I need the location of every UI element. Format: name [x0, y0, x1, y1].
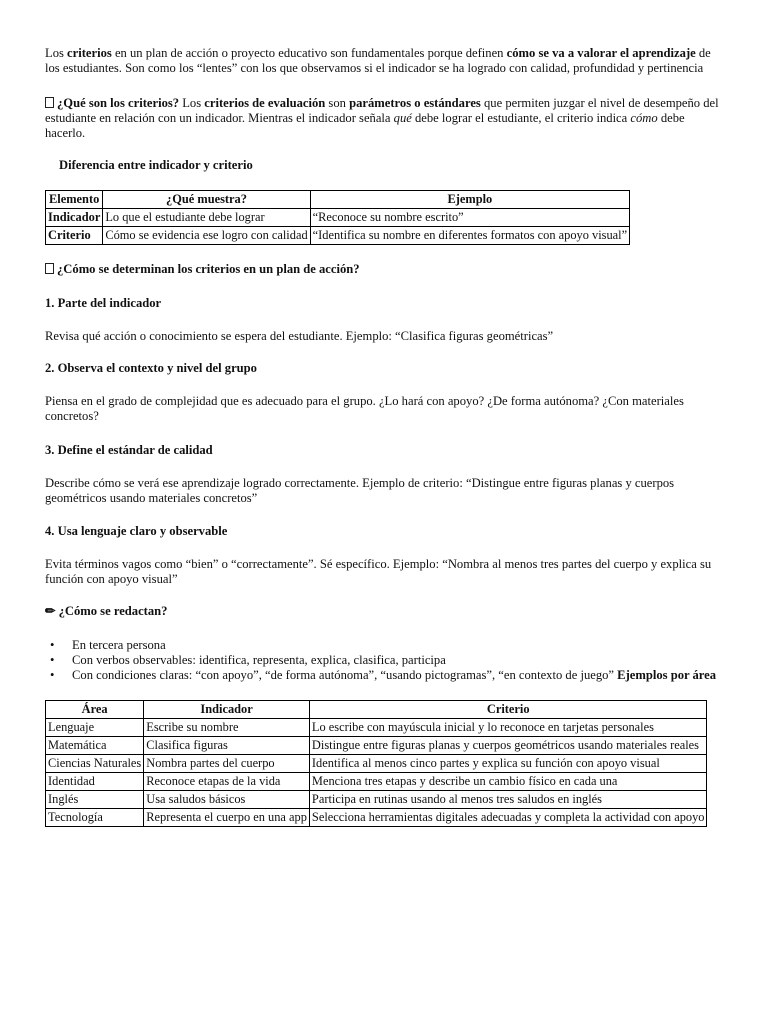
table-cell: Identidad — [46, 773, 144, 791]
table-cell: Indicador — [46, 209, 103, 227]
table-cell: Identifica al menos cinco partes y explica su función con apoyo visual — [309, 755, 707, 773]
table-cell: Nombra partes del cuerpo — [144, 755, 310, 773]
how-heading — [45, 262, 725, 277]
diff-header-muestra: ¿Qué muestra? — [103, 191, 310, 209]
table-row — [46, 209, 630, 227]
step-title: 4. Usa lenguaje claro y observable — [45, 524, 228, 538]
what-text-5: debe hacerlo. — [45, 111, 685, 140]
list-item — [45, 653, 735, 668]
step-title: 3. Define el estándar de calidad — [45, 443, 213, 457]
what-text-2: son — [325, 96, 350, 110]
step-text: Evita términos vagos como “bien” o “correctamente”. Sé específico. Ejemplo: “Nombra al menos tres partes del cuerpo y explica su función con apoyo visual” — [45, 557, 712, 586]
areas-header-indicador: Indicador — [144, 701, 310, 719]
diff-table — [45, 190, 630, 245]
step-title: 1. Parte del indicador — [45, 296, 162, 310]
table-cell: Inglés — [46, 791, 144, 809]
list-item — [45, 668, 735, 683]
table-cell: Criterio — [46, 227, 103, 245]
what-text-1: Los — [179, 96, 205, 110]
table-cell: Usa saludos básicos — [144, 791, 310, 809]
table-cell: Ciencias Naturales — [46, 755, 144, 773]
table-row — [46, 773, 707, 791]
areas-header-criterio: Criterio — [309, 701, 707, 719]
table-row — [46, 809, 707, 827]
what-text-4: debe lograr el estudiante, el criterio indica — [411, 111, 631, 125]
list-item — [45, 638, 735, 653]
list-item-text: Con condiciones claras: “con apoyo”, “de forma autónoma”, “usando pictogramas”, “en contexto de juego” — [72, 668, 618, 682]
box-icon — [45, 97, 54, 108]
table-cell: Reconoce etapas de la vida — [144, 773, 310, 791]
step-title: 2. Observa el contexto y nivel del grupo — [45, 361, 257, 375]
areas-table — [45, 700, 707, 827]
step-text: Piensa en el grado de complejidad que es adecuado para el grupo. ¿Lo hará con apoyo? ¿De forma autónoma? ¿Con materiales concretos? — [45, 394, 684, 423]
step-text: Revisa qué acción o conocimiento se espera del estudiante. Ejemplo: “Clasifica figuras geométricas” — [45, 329, 554, 343]
what-title: ¿Qué son los criterios? — [57, 96, 180, 110]
table-cell: Representa el cuerpo en una app — [144, 809, 310, 827]
table-cell: Selecciona herramientas digitales adecuadas y completa la actividad con apoyo — [309, 809, 707, 827]
table-cell: Menciona tres etapas y describe un cambio físico en cada una — [309, 773, 707, 791]
intro-paragraph — [45, 46, 725, 76]
intro-text-1: Los — [45, 46, 68, 60]
table-cell: Distingue entre figuras planas y cuerpos geométricos usando materiales reales — [309, 737, 707, 755]
table-cell: “Identifica su nombre en diferentes formatos con apoyo visual” — [310, 227, 629, 245]
list-item-text: Con verbos observables: identifica, representa, explica, clasifica, participa — [72, 653, 446, 667]
table-cell: Lo que el estudiante debe lograr — [103, 209, 310, 227]
table-cell: Participa en rutinas usando al menos tres saludos en inglés — [309, 791, 707, 809]
intro-bold-criterios: criterios — [67, 46, 112, 60]
diff-table-header — [46, 191, 630, 209]
list-item-text: En tercera persona — [72, 638, 166, 652]
diff-header-ejemplo: Ejemplo — [310, 191, 629, 209]
table-cell: Cómo se evidencia ese logro con calidad — [103, 227, 310, 245]
diff-heading: Diferencia entre indicador y criterio — [59, 158, 253, 172]
diff-header-elemento: Elemento — [46, 191, 103, 209]
write-heading — [45, 604, 725, 619]
table-row — [46, 719, 707, 737]
table-cell: Lo escribe con mayúscula inicial y lo reconoce en tarjetas personales — [309, 719, 707, 737]
table-cell: “Reconoce su nombre escrito” — [310, 209, 629, 227]
table-cell: Matemática — [46, 737, 144, 755]
write-heading-text: ¿Cómo se redactan? — [58, 604, 168, 618]
table-row — [46, 755, 707, 773]
table-row — [46, 227, 630, 245]
what-italic-1: qué — [393, 111, 412, 125]
table-row — [46, 737, 707, 755]
step-text: Describe cómo se verá ese aprendizaje logrado correctamente. Ejemplo de criterio: “Distingue entre figuras planas y cuerpos geométricos usando materiales concretos” — [45, 476, 675, 505]
intro-text-2: en un plan de acción o proyecto educativo son fundamentales porque definen — [111, 46, 507, 60]
what-bold-1: criterios de evaluación — [204, 96, 326, 110]
what-paragraph — [45, 96, 725, 141]
areas-header-area: Área — [46, 701, 144, 719]
table-row — [46, 791, 707, 809]
table-cell: Tecnología — [46, 809, 144, 827]
how-heading-text: ¿Cómo se determinan los criterios en un plan de acción? — [57, 262, 360, 276]
areas-table-header — [46, 701, 707, 719]
pencil-icon: ✏ — [45, 604, 56, 618]
criteria-bullet-list — [45, 638, 735, 683]
what-text-3: que permiten juzgar el nivel de desempeño del estudiante en relación con un indicador. Mientras el indicador señala — [45, 96, 719, 125]
what-bold-2: parámetros o estándares — [349, 96, 481, 110]
intro-text-3: de los estudiantes. Son como los “lentes” con los que observamos si el indicador se ha logrado con calidad, profundidad y pertinencia — [45, 46, 711, 75]
what-italic-2: cómo — [630, 111, 658, 125]
table-cell: Escribe su nombre — [144, 719, 310, 737]
examples-label: Ejemplos por área — [617, 668, 717, 682]
table-cell: Clasifica figuras — [144, 737, 310, 755]
intro-bold-valorar: cómo se va a valorar el aprendizaje — [506, 46, 696, 60]
table-cell: Lenguaje — [46, 719, 144, 737]
box-icon — [45, 263, 54, 274]
